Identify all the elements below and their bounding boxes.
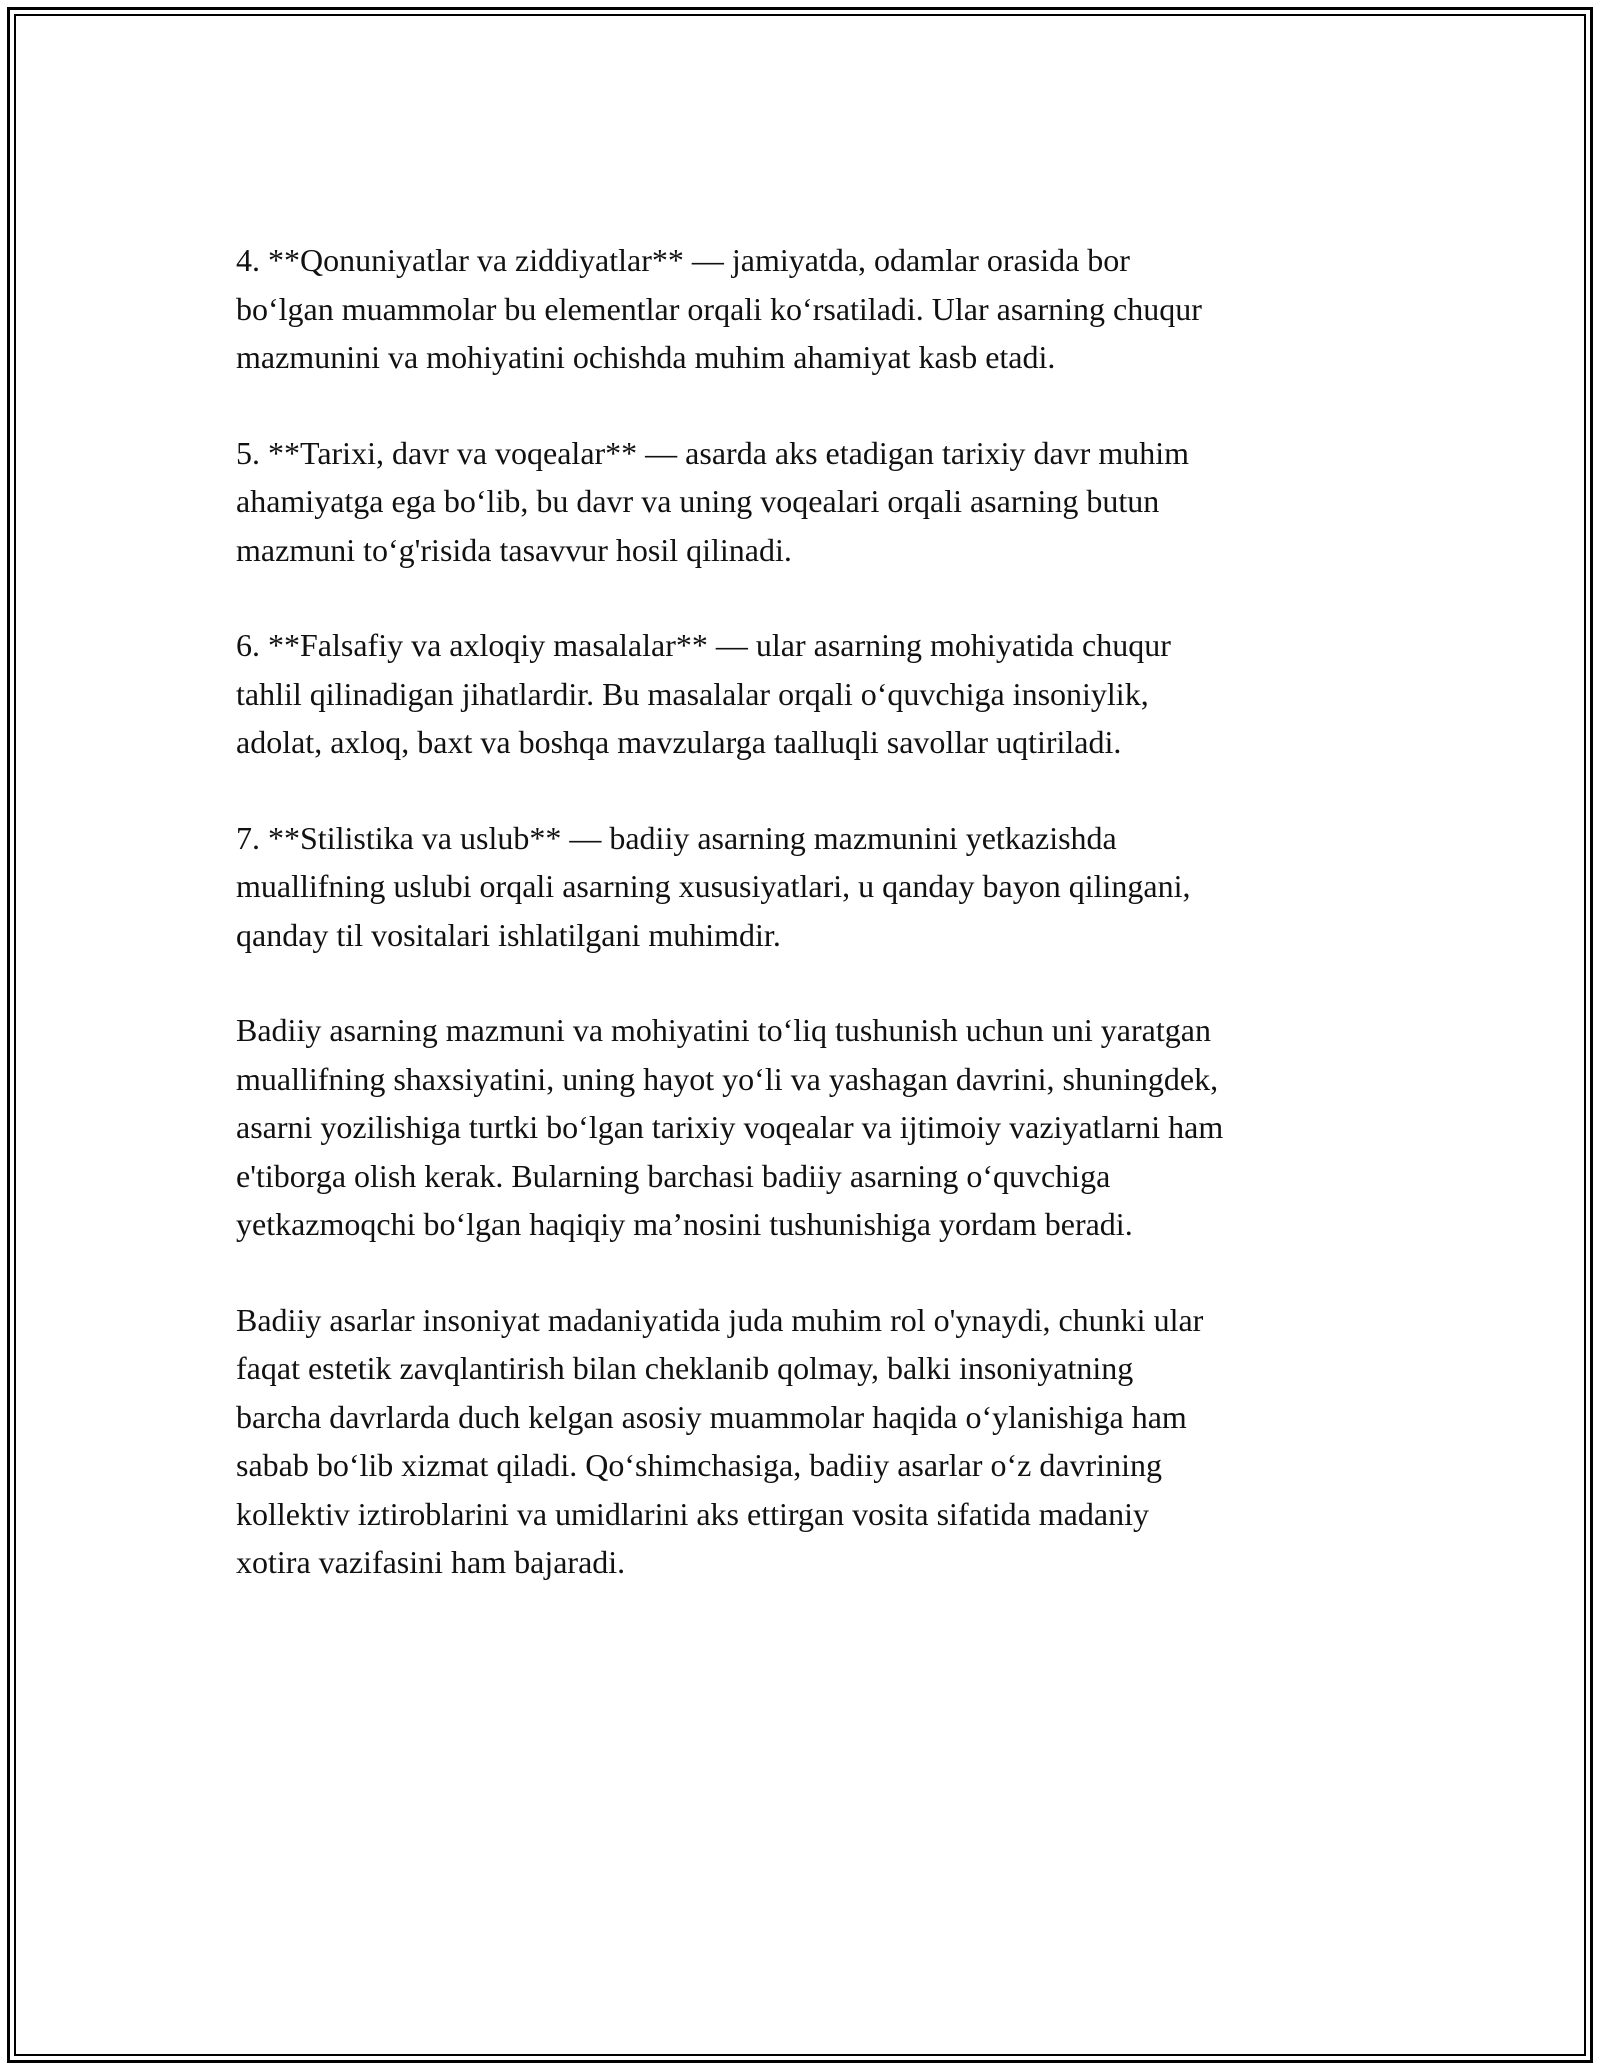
paragraph-item-5: 5. **Tarixi, davr va voqealar** — asarda aks etadigan tarixiy davr muhim ahamiyatga ega bo‘lib, bu davr va uning voqealari orqali asarning butun mazmuni to‘g'risida tasavvur hosil qilinadi. xyxy=(236,434,1189,568)
paragraph-item-4: 4. **Qonuniyatlar va ziddiyatlar** — jamiyatda, odamlar orasida bor bo‘lgan muammolar bu elementlar orqali ko‘rsatiladi. Ular asarning chuqur mazmunini va mohiyatini ochishda muhim ahamiyat kasb etadi. xyxy=(236,242,1202,375)
document-body xyxy=(236,236,1366,1634)
paragraph-item-7: 7. **Stilistika va uslub** — badiiy asarning mazmunini yetkazishda muallifning uslubi orqali asarning xususiyatlari, u qanday bayon qilingani, qanday til vositalari ishlatilgani muhimdir. xyxy=(236,819,1191,953)
paragraph-cultural-role: Badiiy asarlar insoniyat madaniyatida juda muhim rol o'ynaydi, chunki ular faqat estetik zavqlantirish bilan cheklanib qolmay, balki insoniyatning barcha davrlarda duch kelgan asosiy muammolar haqida o‘ylanishiga ham sabab bo‘lib xizmat qiladi. Qo‘shimchasiga, badiiy asarlar o‘z davrining kollektiv iztiroblarini va umidlarini aks ettirgan vosita sifatida madaniy xotira vazifasini ham bajaradi. xyxy=(236,1301,1204,1580)
paragraph-author-context: Badiiy asarning mazmuni va mohiyatini to‘liq tushunish uchun uni yaratgan muallifning shaxsiyatini, uning hayot yo‘li va yashagan davrini, shuningdek, asarni yozilishiga turtki bo‘lgan tarixiy voqealar va ijtimoiy vaziyatlarni ham e'tiborga olish kerak. Bularning barchasi badiiy asarning o‘quvchiga yetkazmoqchi bo‘lgan haqiqiy ma’nosini tushunishiga yordam beradi. xyxy=(236,1012,1224,1242)
paragraph-item-6: 6. **Falsafiy va axloqiy masalalar** — ular asarning mohiyatida chuqur tahlil qilinadigan jihatlardir. Bu masalalar orqali o‘quvchiga insoniylik, adolat, axloq, baxt va boshqa mavzularga taalluqli savollar uqtiriladi. xyxy=(236,627,1171,760)
